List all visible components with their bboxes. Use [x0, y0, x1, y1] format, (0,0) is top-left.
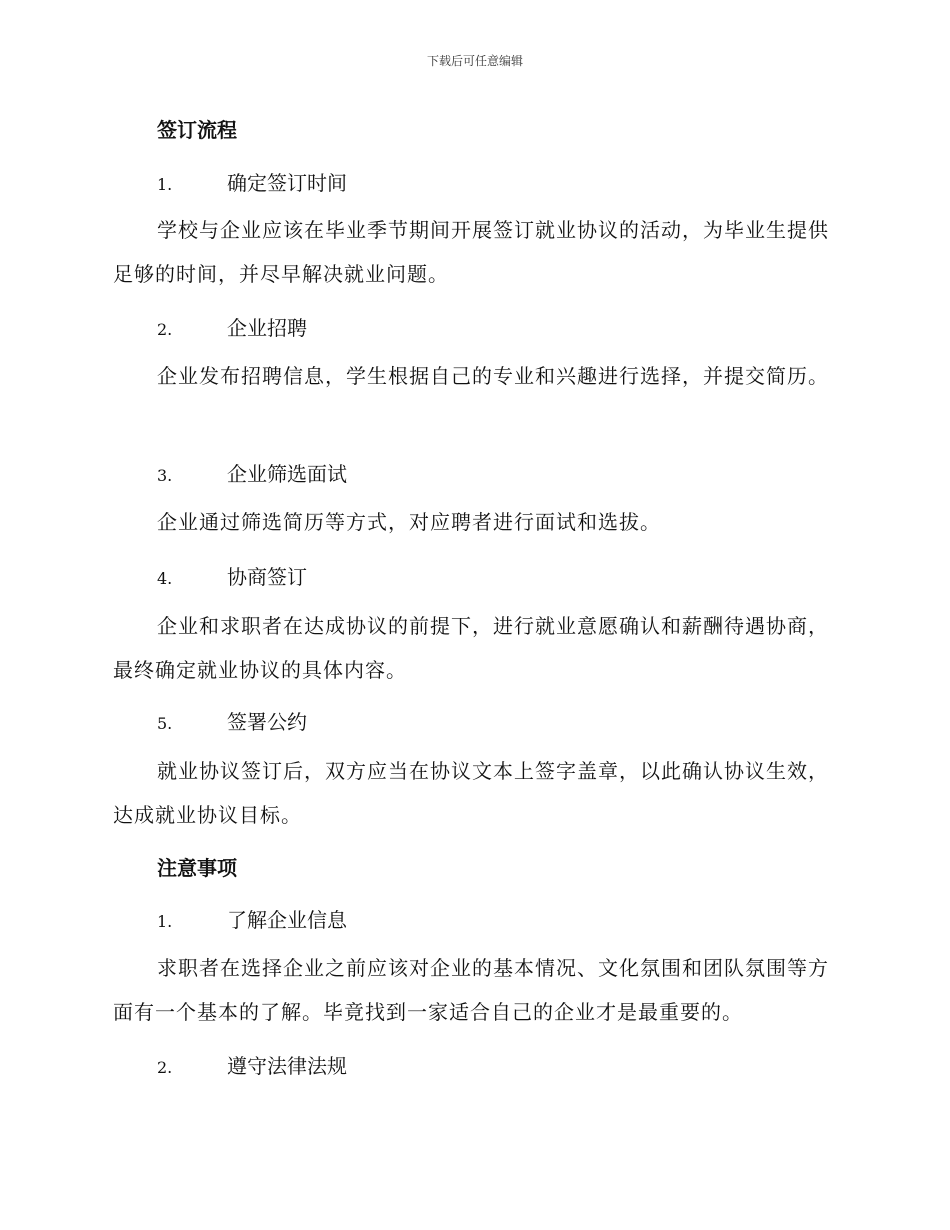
- item-title: 确定签订时间: [227, 171, 347, 195]
- list-item-1: [157, 167, 347, 196]
- item-number: 1.: [157, 912, 173, 931]
- list-item-5: [157, 706, 307, 735]
- paragraph: 企业发布招聘信息，学生根据自己的专业和兴趣进行选择，并提交简历。: [157, 364, 829, 388]
- list-item-3: [157, 458, 347, 487]
- item-title: 企业筛选面试: [227, 462, 347, 486]
- paragraph: 就业协议签订后，双方应当在协议文本上签字盖章，以此确认协议生效，达成就业协议目标。: [113, 759, 829, 827]
- item-title: 企业招聘: [227, 316, 307, 340]
- item-title: 签署公约: [227, 710, 307, 734]
- list-item-6: [157, 904, 347, 933]
- section-title-notes: 注意事项: [157, 856, 237, 880]
- item-number: 1.: [157, 175, 173, 194]
- item-number: 5.: [157, 714, 173, 733]
- item-number: 4.: [157, 569, 173, 588]
- list-item-7: [157, 1050, 347, 1079]
- item-number: 3.: [157, 466, 173, 485]
- paragraph: 企业和求职者在达成协议的前提下，进行就业意愿确认和薪酬待遇协商，最终确定就业协议的具体内容。: [113, 614, 829, 682]
- item-number: 2.: [157, 320, 173, 339]
- item-title: 协商签订: [227, 565, 307, 589]
- list-item-4: [157, 561, 307, 590]
- paragraph: 企业通过筛选简历等方式，对应聘者进行面试和选拔。: [157, 510, 661, 534]
- paragraph: 学校与企业应该在毕业季节期间开展签订就业协议的活动，为毕业生提供足够的时间，并尽早解决就业问题。: [113, 218, 829, 286]
- item-number: 2.: [157, 1058, 173, 1077]
- page-header: 下载后可任意编辑: [426, 54, 523, 68]
- paragraph: 求职者在选择企业之前应该对企业的基本情况、文化氛围和团队氛围等方面有一个基本的了解。毕竟找到一家适合自己的企业才是最重要的。: [113, 956, 829, 1024]
- section-title-signing: 签订流程: [157, 118, 237, 142]
- item-title: 遵守法律法规: [227, 1054, 347, 1078]
- list-item-2: [157, 312, 307, 341]
- item-title: 了解企业信息: [227, 908, 347, 932]
